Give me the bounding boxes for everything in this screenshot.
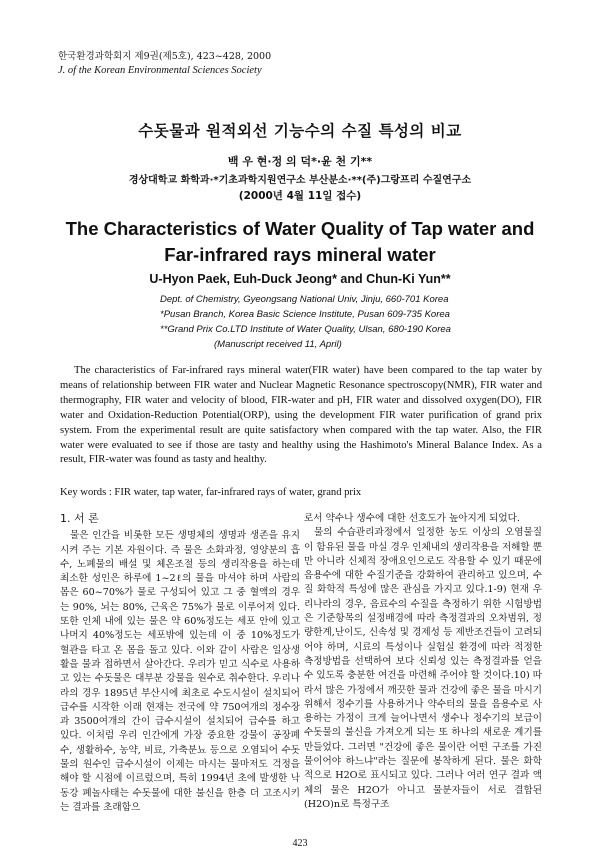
korean-title: 수돗물과 원적외선 기능수의 수질 특성의 비교 (138, 122, 462, 140)
manuscript-received: (Manuscript received 11, April) (214, 339, 342, 350)
page-number: 423 (292, 838, 308, 849)
body-left-column (60, 512, 300, 815)
english-affiliations (160, 292, 480, 352)
introduction-paragraph-1: 물은 인간을 비롯한 모든 생명체의 생명과 생존을 유지시켜 주는 기본 자원이다. 즉 물은 소화과정, 영양분의 흡수, 노폐물의 배설 및 체온조절 등의 생리작용을 하는데 최소한 성인은 하루에 1~2ℓ의 물을 마셔야 하며 사람의 몸은 60~70%가 물로 구성되어 있고 그 중 혈액의 경우는 90%, 뇌는 80%, 근육은 75%가 물로 이루어져 있다. 또한 인체 내에 있는 물은 약 60%정도는 세포 안에 있고 나머지 40%정도는 세포밖에 있는데 이 중 10%정도가 혈관을 타고 온 몸을 돌고 있다. 이와 같이 사람은 일상생활을 물과 접하면서 살아간다. 우리가 믿고 식수로 사용하고 있는 수돗물은 대부분 강물을 원수로 취수한다. 우리나라의 경우 1895년 부산시에 최초로 수도시설이 설치되어 급수를 시작한 이래 현재는 전국에 약 750여개의 정수장과 3500여개의 간이 급수시설이 설치되어 급수를 하고 있다. 이처럼 우리 인간에게 가장 중요한 강물이 공장폐수, 생활하수, 농약, 비료, 가축분뇨 등으로 오염되어 수돗물의 원수인 급수시설이 이제는 마시는 물마저도 걱정을 해야 할 시점에 이르렀으며, 특히 1994년 초에 발생한 낙동강 폐놀사태는 수돗물에 대한 불신을 한층 더 고조시키는 결과를 초래함으 (60, 530, 300, 813)
introduction-paragraph-continued: 로서 약수나 생수에 대한 선호도가 높아지게 되었다. (304, 513, 520, 524)
english-title-line-1: The Characteristics of Water Quality of Tap water and (65, 218, 535, 239)
english-title-line-2: Far-infrared rays mineral water (164, 244, 436, 265)
english-authors: U-Hyon Paek, Euh-Duck Jeong* and Chun-Ki Yun** (149, 272, 451, 286)
keywords: Key words : FIR water, tap water, far-infrared rays of water, grand prix (60, 487, 362, 498)
body-right-column (304, 512, 542, 812)
affiliation-1: Dept. of Chemistry, Gyeongsang National Univ, Jinju, 660-701 Korea (160, 294, 449, 305)
english-title (0, 216, 600, 268)
journal-header (58, 50, 271, 78)
korean-affiliation: 경상대학교 화학과·*기초과학지원연구소 부산분소·**(주)그랑프리 수질연구소 (128, 175, 472, 186)
journal-english-line: J. of the Korean Environmental Sciences Society (58, 65, 262, 76)
affiliation-2: *Pusan Branch, Korea Basic Science Institute, Pusan 609-735 Korea (160, 309, 450, 320)
introduction-paragraph-2: 물의 수습관리과정에서 일정한 농도 이상의 오염물질이 함유된 물을 마실 경우 인체내의 생리작용을 저해할 뿐만 아니라 신체적 장애요인으로도 작용할 수 있기 때문에 음용수에 대한 수질기준을 강화하여 관리하고 있으며, 수질 화학적 특성에 많은 관심을 가지고 있다.1-9) 현재 우리나라의 경우, 음료수의 수질을 측정하기 위한 시험방법은 기준항목의 설정배경에 따라 측정결과의 오차범위, 정량한계,난이도, 신속성 및 경제성 등 제반조건들이 고려되어야 하며, 시료의 특성이나 실험실 환경에 따라 적정한 측정방법을 선택하여 보다 신뢰성 있는 측정결과를 얻을 수 있도록 충분한 여건을 마련해 주어야 할 것이다.10) 따라서 많은 가정에서 깨끗한 물과 건강에 좋은 물을 마시기 위해서 정수기를 사용하거나 약수터의 물을 음용수로 사용하는 가정이 크게 늘어나면서 생수나 정수기의 보급이 수돗물의 불신을 가져오게 되는 또 하나의 새로운 계기를 만들었다. 그러면 "건강에 좋은 물이란 어떤 구조를 가진 물이어야 하느냐"라는 질문에 봉착하게 된다. 물은 화학적으로 H2O로 표시되고 있다. 그러나 여러 연구 결과 액체의 물은 H2O가 아니고 물분자들이 서로 결합된 (H2O)n로 특정구조 (304, 527, 543, 810)
abstract: The characteristics of Far-infrared rays mineral water(FIR water) have been compared to the tap water by means of relationship between FIR water and Nuclear Magnetic Resonance spectroscopy(NMR), FIR water and thermography, FIR water and velocity of blood, FIR-water and pH, FIR water and dissolved oxygen(DO), FIR water and Oxidation-Reduction Potential(ORP), using the development FIR water purification of grand prix system. From the experimental result are quite satisfactory when compared with the tap water. Also, the FIR water were evaluated to see if those are tasty and healthy using the Hashimoto's Mineral Balance Index. As a result, FIR-water was found as tasty and healthy. (60, 365, 542, 466)
korean-authors: 백 우 현·정 의 덕*·윤 천 기** (227, 155, 373, 168)
affiliation-3: **Grand Prix Co.LTD Institute of Water Quality, Ulsan, 680-190 Korea (160, 324, 451, 335)
korean-received-date: (2000년 4월 11일 접수) (238, 190, 362, 202)
section-heading-introduction: 1. 서 론 (60, 512, 99, 525)
journal-korean-line: 한국환경과학회지 제9권(제5호), 423~428, 2000 (58, 51, 272, 62)
